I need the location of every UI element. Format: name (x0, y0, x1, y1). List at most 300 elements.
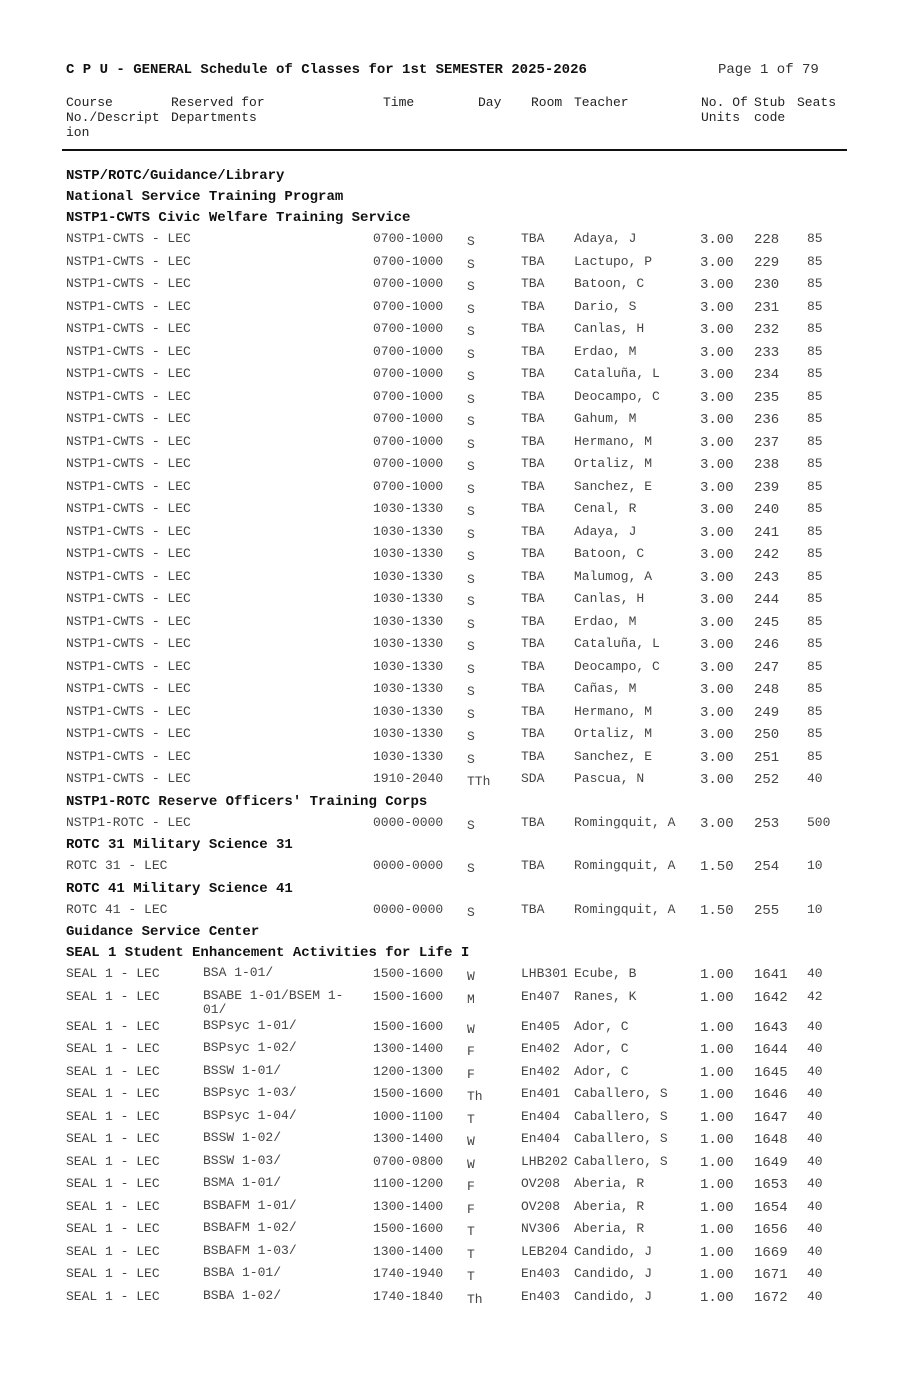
section-heading: National Service Training Program (66, 189, 344, 205)
cell-room: LEB204 (521, 1243, 568, 1259)
cell-day: S (467, 279, 475, 294)
cell-room: TBA (521, 681, 545, 696)
cell-day: S (467, 481, 475, 497)
cell-course: SEAL 1 - LEC (66, 1041, 160, 1056)
cell-room: TBA (521, 276, 545, 291)
col-units: No. Of Units (701, 95, 748, 125)
cell-course: NSTP1-CWTS - LEC (66, 613, 191, 629)
cell-teacher: Caballero, S (574, 1131, 668, 1146)
cell-course: NSTP1-CWTS - LEC (66, 591, 191, 606)
table-row (66, 747, 846, 770)
cell-room: En401 (521, 1086, 561, 1101)
col-course: Course No./Descript ion (66, 95, 160, 140)
cell-stub: 1646 (754, 1087, 788, 1103)
cell-seats: 40 (807, 1198, 823, 1214)
table-row (66, 856, 846, 879)
cell-seats: 85 (807, 703, 823, 719)
cell-stub: 1644 (754, 1042, 788, 1058)
table-row (66, 1062, 846, 1085)
cell-teacher: Ortaliz, M (574, 456, 653, 471)
cell-stub: 234 (754, 367, 780, 383)
cell-time: 1100-1200 (373, 1176, 444, 1191)
header-rule (62, 149, 847, 151)
cell-seats: 40 (807, 1018, 823, 1034)
cell-seats: 85 (807, 501, 823, 516)
cell-dept: BSPsyc 1-01/ (203, 1017, 297, 1033)
cell-time: 0700-1000 (373, 298, 444, 314)
table-row (66, 229, 846, 252)
cell-stub: 1645 (754, 1064, 788, 1081)
cell-teacher: Romingquit, A (574, 858, 676, 873)
cell-seats: 85 (807, 726, 823, 741)
table-row (66, 1219, 846, 1242)
cell-room: En402 (521, 1063, 561, 1079)
cell-teacher: Ortaliz, M (574, 726, 653, 741)
table-row (66, 342, 846, 365)
cell-stub: 230 (754, 277, 780, 293)
cell-teacher: Sanchez, E (574, 478, 653, 494)
cell-stub: 233 (754, 344, 780, 361)
cell-room: En403 (521, 1266, 561, 1281)
cell-teacher: Ador, C (574, 1063, 629, 1079)
cell-room: TBA (521, 523, 545, 539)
cell-time: 1500-1600 (373, 966, 444, 981)
table-row (66, 769, 846, 792)
cell-course: NSTP1-CWTS - LEC (66, 478, 191, 494)
cell-units: 3.00 (700, 659, 734, 676)
cell-day: W (467, 969, 475, 984)
table-row (66, 1084, 846, 1107)
cell-time: 0700-1000 (373, 433, 444, 449)
cell-day: S (467, 526, 475, 542)
cell-day: S (467, 661, 475, 677)
cell-teacher: Ador, C (574, 1018, 629, 1034)
cell-day: S (467, 369, 475, 384)
table-row (66, 634, 846, 657)
cell-units: 1.00 (700, 1019, 734, 1036)
cell-teacher: Pascua, N (574, 771, 645, 786)
cell-seats: 40 (807, 1243, 823, 1259)
cell-seats: 85 (807, 366, 823, 381)
cell-units: 3.00 (700, 479, 734, 496)
cell-teacher: Deocampo, C (574, 388, 660, 404)
cell-units: 1.00 (700, 989, 734, 1006)
cell-time: 1200-1300 (373, 1063, 444, 1079)
cell-seats: 85 (807, 613, 823, 629)
cell-seats: 85 (807, 411, 823, 426)
cell-time: 1030-1330 (373, 703, 444, 719)
cell-teacher: Romingquit, A (574, 814, 676, 830)
cell-seats: 85 (807, 321, 823, 336)
cell-course: ROTC 41 - LEC (66, 901, 168, 917)
cell-time: 1030-1330 (373, 568, 444, 584)
cell-room: TBA (521, 814, 545, 830)
cell-course: NSTP1-CWTS - LEC (66, 411, 191, 426)
cell-time: 0700-1000 (373, 388, 444, 404)
cell-stub: 252 (754, 772, 780, 788)
cell-seats: 10 (807, 858, 823, 873)
cell-dept: BSPsyc 1-02/ (203, 1040, 297, 1055)
cell-course: SEAL 1 - LEC (66, 1198, 160, 1214)
cell-stub: 255 (754, 902, 780, 919)
table-row (66, 477, 846, 500)
cell-seats: 85 (807, 276, 823, 291)
cell-units: 3.00 (700, 749, 734, 766)
cell-course: NSTP1-CWTS - LEC (66, 748, 191, 764)
cell-day: S (467, 436, 475, 452)
cell-seats: 40 (807, 1221, 823, 1236)
section-heading: ROTC 31 Military Science 31 (66, 837, 293, 853)
cell-stub: 235 (754, 389, 780, 406)
cell-seats: 40 (807, 1176, 823, 1191)
cell-stub: 1649 (754, 1154, 788, 1171)
section-heading: NSTP1-CWTS Civic Welfare Training Service (66, 210, 411, 226)
cell-dept: BSSW 1-02/ (203, 1130, 282, 1145)
cell-time: 1740-1940 (373, 1266, 444, 1281)
cell-day: W (467, 1134, 475, 1149)
cell-seats: 42 (807, 988, 823, 1004)
cell-dept: BSPsyc 1-04/ (203, 1107, 297, 1123)
cell-seats: 85 (807, 591, 823, 606)
cell-course: SEAL 1 - LEC (66, 966, 160, 981)
cell-day: T (467, 1224, 475, 1239)
cell-course: ROTC 31 - LEC (66, 858, 168, 873)
cell-time: 1030-1330 (373, 681, 444, 696)
cell-teacher: Adaya, J (574, 523, 637, 539)
cell-course: SEAL 1 - LEC (66, 1243, 160, 1259)
cell-course: NSTP1-CWTS - LEC (66, 433, 191, 449)
cell-units: 1.00 (700, 1109, 734, 1126)
cell-dept: BSMA 1-01/ (203, 1175, 282, 1190)
table-row (66, 387, 846, 410)
cell-stub: 1648 (754, 1132, 788, 1148)
table-row (66, 589, 846, 612)
cell-stub: 1643 (754, 1019, 788, 1036)
table-row (66, 1129, 846, 1152)
cell-units: 3.00 (700, 682, 734, 698)
cell-time: 0700-1000 (373, 456, 444, 471)
cell-units: 3.00 (700, 277, 734, 293)
cell-room: TBA (521, 343, 545, 359)
cell-time: 0000-0000 (373, 901, 444, 917)
cell-course: NSTP1-CWTS - LEC (66, 523, 191, 539)
cell-day: Th (467, 1291, 483, 1307)
table-row (66, 409, 846, 432)
cell-room: TBA (521, 858, 545, 873)
cell-room: TBA (521, 366, 545, 381)
cell-stub: 1653 (754, 1177, 788, 1193)
cell-dept: BSSW 1-01/ (203, 1062, 282, 1078)
cell-stub: 228 (754, 232, 780, 248)
cell-stub: 247 (754, 659, 780, 676)
cell-time: 1500-1600 (373, 1018, 444, 1034)
cell-room: TBA (521, 253, 545, 269)
cell-room: TBA (521, 613, 545, 629)
cell-dept: BSBAFM 1-03/ (203, 1242, 297, 1258)
cell-room: TBA (521, 568, 545, 584)
cell-teacher: Erdao, M (574, 613, 637, 629)
cell-stub: 1642 (754, 989, 788, 1006)
cell-time: 0700-1000 (373, 411, 444, 426)
cell-day: S (467, 729, 475, 744)
table-row (66, 612, 846, 635)
schedule-body (66, 166, 846, 1309)
cell-teacher: Ranes, K (574, 988, 637, 1004)
cell-teacher: Hermano, M (574, 433, 653, 449)
cell-room: TBA (521, 411, 545, 426)
cell-course: NSTP1-CWTS - LEC (66, 343, 191, 359)
cell-units: 3.00 (700, 434, 734, 451)
cell-stub: 245 (754, 614, 780, 631)
cell-teacher: Batoon, C (574, 546, 645, 561)
cell-stub: 244 (754, 592, 780, 608)
cell-units: 1.50 (700, 859, 734, 875)
cell-course: NSTP1-CWTS - LEC (66, 771, 191, 786)
cell-time: 0700-0800 (373, 1153, 444, 1169)
cell-course: SEAL 1 - LEC (66, 1153, 160, 1169)
table-row (66, 1174, 846, 1197)
cell-units: 3.00 (700, 772, 734, 788)
cell-room: TBA (521, 658, 545, 674)
cell-time: 0700-1000 (373, 321, 444, 336)
cell-stub: 1656 (754, 1222, 788, 1238)
cell-units: 1.00 (700, 1064, 734, 1081)
cell-course: NSTP1-CWTS - LEC (66, 658, 191, 674)
cell-day: T (467, 1246, 475, 1262)
cell-day: S (467, 817, 475, 833)
cell-seats: 85 (807, 681, 823, 696)
cell-room: TBA (521, 501, 545, 516)
cell-teacher: Batoon, C (574, 276, 645, 291)
cell-course: SEAL 1 - LEC (66, 1108, 160, 1124)
cell-units: 3.00 (700, 232, 734, 248)
cell-units: 3.00 (700, 344, 734, 361)
cell-day: W (467, 1156, 475, 1172)
col-stub: Stub code (754, 95, 786, 125)
cell-time: 0700-1000 (373, 343, 444, 359)
section-heading: SEAL 1 Student Enhancement Activities for Life I (66, 945, 470, 961)
cell-seats: 40 (807, 1153, 823, 1169)
cell-units: 3.00 (700, 412, 734, 428)
col-day: Day (478, 95, 502, 110)
cell-room: TBA (521, 231, 545, 246)
cell-units: 1.50 (700, 902, 734, 919)
cell-day: S (467, 256, 475, 272)
cell-room: TBA (521, 636, 545, 651)
cell-stub: 240 (754, 502, 780, 518)
cell-day: S (467, 594, 475, 609)
cell-room: TBA (521, 478, 545, 494)
cell-units: 1.00 (700, 1289, 734, 1306)
cell-units: 1.00 (700, 1222, 734, 1238)
title-line (66, 62, 836, 82)
cell-course: NSTP1-CWTS - LEC (66, 703, 191, 719)
cell-dept: BSPsyc 1-03/ (203, 1085, 297, 1100)
cell-room: OV208 (521, 1198, 561, 1214)
cell-time: 0700-1000 (373, 478, 444, 494)
cell-teacher: Aberia, R (574, 1176, 645, 1191)
cell-dept: BSBAFM 1-02/ (203, 1220, 297, 1235)
cell-course: NSTP1-CWTS - LEC (66, 321, 191, 336)
cell-time: 1000-1100 (373, 1108, 444, 1124)
table-row (66, 252, 846, 275)
cell-day: S (467, 234, 475, 249)
cell-teacher: Candido, J (574, 1266, 653, 1281)
cell-teacher: Candido, J (574, 1243, 653, 1259)
cell-time: 0700-1000 (373, 231, 444, 246)
cell-stub: 1641 (754, 967, 788, 983)
cell-seats: 85 (807, 456, 823, 471)
cell-course: SEAL 1 - LEC (66, 1266, 160, 1281)
cell-teacher: Ador, C (574, 1041, 629, 1056)
cell-day: S (467, 861, 475, 876)
cell-seats: 85 (807, 231, 823, 246)
table-row (66, 297, 846, 320)
cell-course: NSTP1-CWTS - LEC (66, 726, 191, 741)
cell-room: En405 (521, 1018, 561, 1034)
cell-room: TBA (521, 433, 545, 449)
cell-course: SEAL 1 - LEC (66, 1288, 160, 1304)
cell-teacher: Cañas, M (574, 681, 637, 696)
cell-seats: 500 (807, 814, 831, 830)
cell-course: NSTP1-CWTS - LEC (66, 501, 191, 516)
table-row (66, 1152, 846, 1175)
cell-time: 1500-1600 (373, 1086, 444, 1101)
cell-room: En404 (521, 1108, 561, 1124)
col-seats: Seats (797, 95, 837, 110)
cell-teacher: Aberia, R (574, 1221, 645, 1236)
table-row (66, 1107, 846, 1130)
cell-room: TBA (521, 321, 545, 336)
table-row (66, 1264, 846, 1287)
cell-room: En403 (521, 1288, 561, 1304)
cell-units: 1.00 (700, 1267, 734, 1283)
cell-day: S (467, 504, 475, 519)
table-row (66, 724, 846, 747)
cell-room: TBA (521, 546, 545, 561)
cell-course: SEAL 1 - LEC (66, 1176, 160, 1191)
cell-day: TTh (467, 774, 491, 789)
cell-units: 3.00 (700, 592, 734, 608)
cell-teacher: Caballero, S (574, 1086, 668, 1101)
cell-units: 1.00 (700, 1087, 734, 1103)
cell-units: 3.00 (700, 299, 734, 316)
cell-teacher: Lactupo, P (574, 253, 653, 269)
cell-course: SEAL 1 - LEC (66, 988, 160, 1004)
cell-room: TBA (521, 726, 545, 741)
cell-room: TBA (521, 388, 545, 404)
cell-teacher: Sanchez, E (574, 748, 653, 764)
cell-time: 1910-2040 (373, 771, 444, 786)
cell-room: SDA (521, 771, 545, 786)
cell-time: 1030-1330 (373, 726, 444, 741)
table-row (66, 679, 846, 702)
table-row (66, 1039, 846, 1062)
cell-teacher: Cataluña, L (574, 366, 660, 381)
cell-day: F (467, 1179, 475, 1194)
cell-room: TBA (521, 748, 545, 764)
table-row (66, 813, 846, 836)
cell-seats: 40 (807, 1266, 823, 1281)
cell-stub: 1654 (754, 1199, 788, 1216)
table-row (66, 702, 846, 725)
cell-seats: 85 (807, 388, 823, 404)
cell-teacher: Malumog, A (574, 568, 653, 584)
cell-stub: 236 (754, 412, 780, 428)
cell-room: En402 (521, 1041, 561, 1056)
col-teacher: Teacher (574, 95, 629, 110)
cell-units: 3.00 (700, 569, 734, 586)
cell-course: NSTP1-CWTS - LEC (66, 388, 191, 404)
cell-time: 1030-1330 (373, 501, 444, 516)
cell-teacher: Ecube, B (574, 966, 637, 981)
cell-stub: 253 (754, 815, 780, 832)
cell-day: F (467, 1044, 475, 1059)
table-row (66, 964, 846, 987)
page-number: Page 1 of 79 (718, 62, 819, 78)
cell-stub: 231 (754, 299, 780, 316)
cell-seats: 85 (807, 253, 823, 269)
cell-room: TBA (521, 703, 545, 719)
cell-time: 1300-1400 (373, 1131, 444, 1146)
cell-room: En407 (521, 988, 561, 1004)
cell-course: NSTP1-CWTS - LEC (66, 456, 191, 471)
cell-seats: 85 (807, 343, 823, 359)
cell-time: 0000-0000 (373, 814, 444, 830)
table-row (66, 987, 846, 1017)
section-heading: NSTP1-ROTC Reserve Officers' Training Corps (66, 793, 428, 810)
cell-units: 1.00 (700, 967, 734, 983)
cell-stub: 1647 (754, 1109, 788, 1126)
cell-time: 0700-1000 (373, 253, 444, 269)
cell-time: 1030-1330 (373, 546, 444, 561)
cell-units: 1.00 (700, 1199, 734, 1216)
cell-day: S (467, 346, 475, 362)
cell-units: 1.00 (700, 1154, 734, 1171)
cell-seats: 85 (807, 658, 823, 674)
cell-units: 3.00 (700, 367, 734, 383)
cell-course: SEAL 1 - LEC (66, 1018, 160, 1034)
cell-room: En404 (521, 1131, 561, 1146)
cell-day: S (467, 904, 475, 920)
cell-units: 3.00 (700, 524, 734, 541)
cell-course: NSTP1-CWTS - LEC (66, 298, 191, 314)
cell-room: LHB301 (521, 966, 568, 981)
cell-seats: 85 (807, 433, 823, 449)
page-title: C P U - GENERAL Schedule of Classes for 1st SEMESTER 2025-2026 (66, 62, 587, 78)
cell-course: SEAL 1 - LEC (66, 1131, 160, 1146)
cell-day: S (467, 324, 475, 339)
cell-teacher: Erdao, M (574, 343, 637, 359)
cell-time: 1030-1330 (373, 658, 444, 674)
cell-course: NSTP1-CWTS - LEC (66, 568, 191, 584)
cell-seats: 40 (807, 1063, 823, 1079)
cell-day: S (467, 706, 475, 722)
table-row (66, 544, 846, 567)
cell-seats: 85 (807, 568, 823, 584)
cell-course: NSTP1-CWTS - LEC (66, 366, 191, 381)
cell-seats: 85 (807, 546, 823, 561)
cell-day: S (467, 391, 475, 407)
cell-units: 1.00 (700, 1244, 734, 1261)
cell-units: 1.00 (700, 1132, 734, 1148)
cell-units: 3.00 (700, 547, 734, 563)
cell-day: S (467, 301, 475, 317)
cell-seats: 85 (807, 748, 823, 764)
cell-stub: 238 (754, 457, 780, 473)
col-time: Time (383, 95, 415, 110)
cell-units: 3.00 (700, 637, 734, 653)
